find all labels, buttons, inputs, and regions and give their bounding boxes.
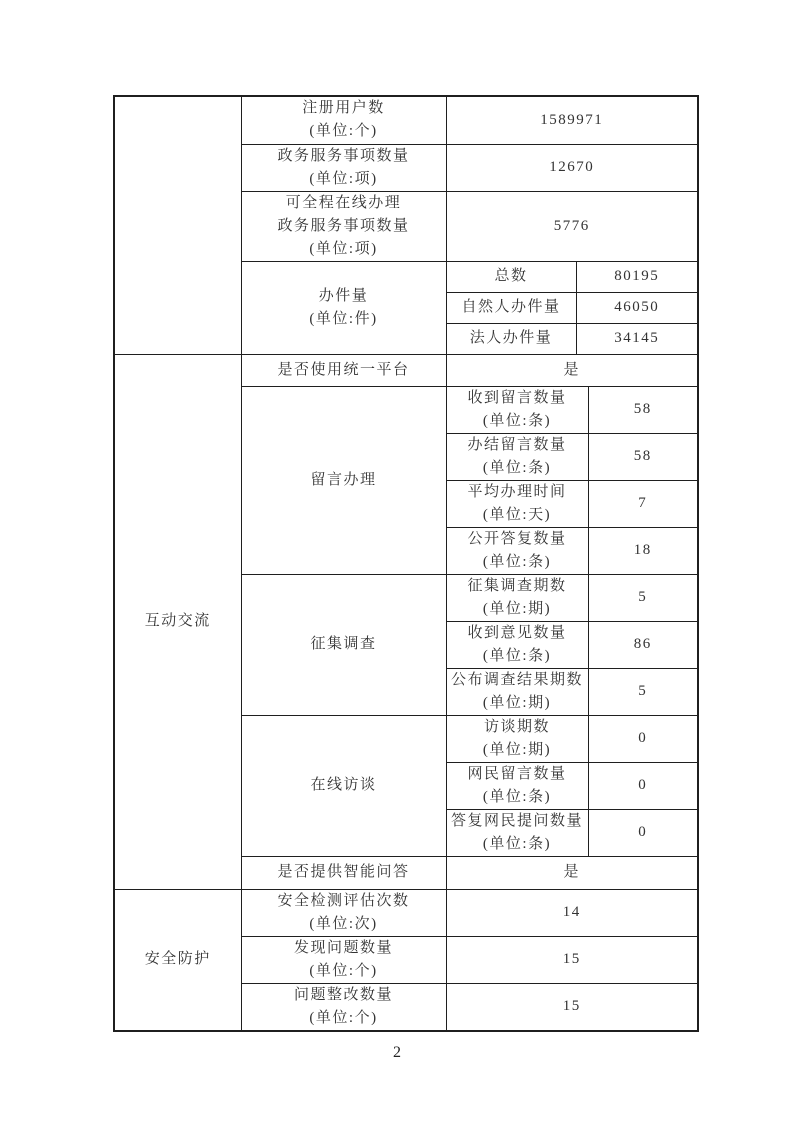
item-label-cell: [241, 144, 446, 191]
sub-item-label-cell: [446, 809, 588, 856]
item-unit: (单位:条): [482, 553, 552, 570]
value-cell: 5: [588, 668, 698, 715]
sub-item-label-cell: 自然人办件量: [446, 292, 576, 323]
item-label-cell: [241, 261, 446, 354]
value-cell: 5776: [446, 191, 698, 261]
item-label: 办结留言数量: [467, 436, 567, 453]
item-label: 问题整改数量: [293, 986, 393, 1003]
value-cell: 34145: [576, 323, 698, 354]
sub-item-label-cell: [446, 762, 588, 809]
item-label: 办件量: [318, 287, 369, 304]
item-label: 发现问题数量: [293, 939, 393, 956]
item-label: 安全检测评估次数: [277, 892, 410, 909]
item-label-cell: [241, 889, 446, 936]
value-cell: 58: [588, 433, 698, 480]
sub-item-label-cell: 总数: [446, 261, 576, 292]
value-cell: 0: [588, 809, 698, 856]
value-cell: 15: [446, 936, 698, 983]
item-unit: (单位:期): [482, 741, 552, 758]
item-label: 收到意见数量: [467, 624, 567, 641]
table-row: [114, 96, 698, 144]
value-cell: 14: [446, 889, 698, 936]
item-label-cell: [241, 191, 446, 261]
item-unit: (单位:条): [482, 647, 552, 664]
sub-item-label-cell: [446, 715, 588, 762]
group-cell-interaction: 互动交流: [114, 354, 241, 889]
report-table: [113, 95, 699, 1032]
item-label-cell: 是否提供智能问答: [241, 856, 446, 889]
value-cell: 12670: [446, 144, 698, 191]
sub-item-label-cell: [446, 433, 588, 480]
sub-item-label-cell: [446, 621, 588, 668]
item-label-cell: 留言办理: [241, 386, 446, 574]
item-label-cell: 在线访谈: [241, 715, 446, 856]
table-row: [114, 354, 698, 386]
item-label: 公开答复数量: [467, 530, 567, 547]
value-cell: 1589971: [446, 96, 698, 144]
sub-item-label-cell: [446, 668, 588, 715]
page-number: 2: [393, 1044, 401, 1061]
item-unit: (单位:天): [482, 506, 552, 523]
item-label: 平均办理时间: [467, 483, 567, 500]
value-cell: 46050: [576, 292, 698, 323]
item-label-cell: 征集调查: [241, 574, 446, 715]
value-cell: 86: [588, 621, 698, 668]
sub-item-label-cell: [446, 480, 588, 527]
item-unit: (单位:次): [309, 915, 378, 932]
item-label: 答复网民提问数量: [450, 812, 583, 829]
sub-item-label-cell: [446, 527, 588, 574]
item-unit: (单位:条): [482, 459, 552, 476]
value-cell: 5: [588, 574, 698, 621]
item-label: 政务服务事项数量: [277, 147, 410, 164]
group-cell-blank: [114, 96, 241, 354]
item-label: 注册用户数: [302, 100, 385, 117]
item-label-cell: 是否使用统一平台: [241, 354, 446, 386]
item-label: 可全程在线办理: [285, 194, 402, 211]
item-unit: (单位:期): [482, 694, 552, 711]
item-label-cell: [241, 96, 446, 144]
item-unit: (单位:项): [309, 240, 378, 257]
value-cell: 15: [446, 983, 698, 1031]
value-cell: 是: [446, 856, 698, 889]
item-label: 公布调查结果期数: [450, 671, 583, 688]
item-unit: (单位:个): [309, 1009, 378, 1026]
value-cell: 0: [588, 715, 698, 762]
value-cell: 7: [588, 480, 698, 527]
item-label-cell: [241, 936, 446, 983]
item-unit: (单位:条): [482, 835, 552, 852]
item-label: 访谈期数: [483, 718, 550, 735]
item-label: 网民留言数量: [467, 765, 567, 782]
value-cell: 0: [588, 762, 698, 809]
value-cell: 18: [588, 527, 698, 574]
item-label-cell: [241, 983, 446, 1031]
sub-item-label-cell: 法人办件量: [446, 323, 576, 354]
group-cell-security: 安全防护: [114, 889, 241, 1031]
value-cell: 80195: [576, 261, 698, 292]
value-cell: 是: [446, 354, 698, 386]
item-label: 收到留言数量: [467, 389, 567, 406]
table-row: [114, 889, 698, 936]
item-unit: (单位:个): [309, 123, 378, 140]
item-unit: (单位:条): [482, 788, 552, 805]
item-unit: (单位:件): [309, 310, 378, 327]
item-unit: (单位:项): [309, 170, 378, 187]
item-label: 政务服务事项数量: [277, 217, 410, 234]
item-label: 征集调查期数: [467, 577, 567, 594]
value-cell: 58: [588, 386, 698, 433]
item-unit: (单位:个): [309, 962, 378, 979]
item-unit: (单位:条): [482, 412, 552, 429]
item-unit: (单位:期): [482, 600, 552, 617]
sub-item-label-cell: [446, 574, 588, 621]
sub-item-label-cell: [446, 386, 588, 433]
